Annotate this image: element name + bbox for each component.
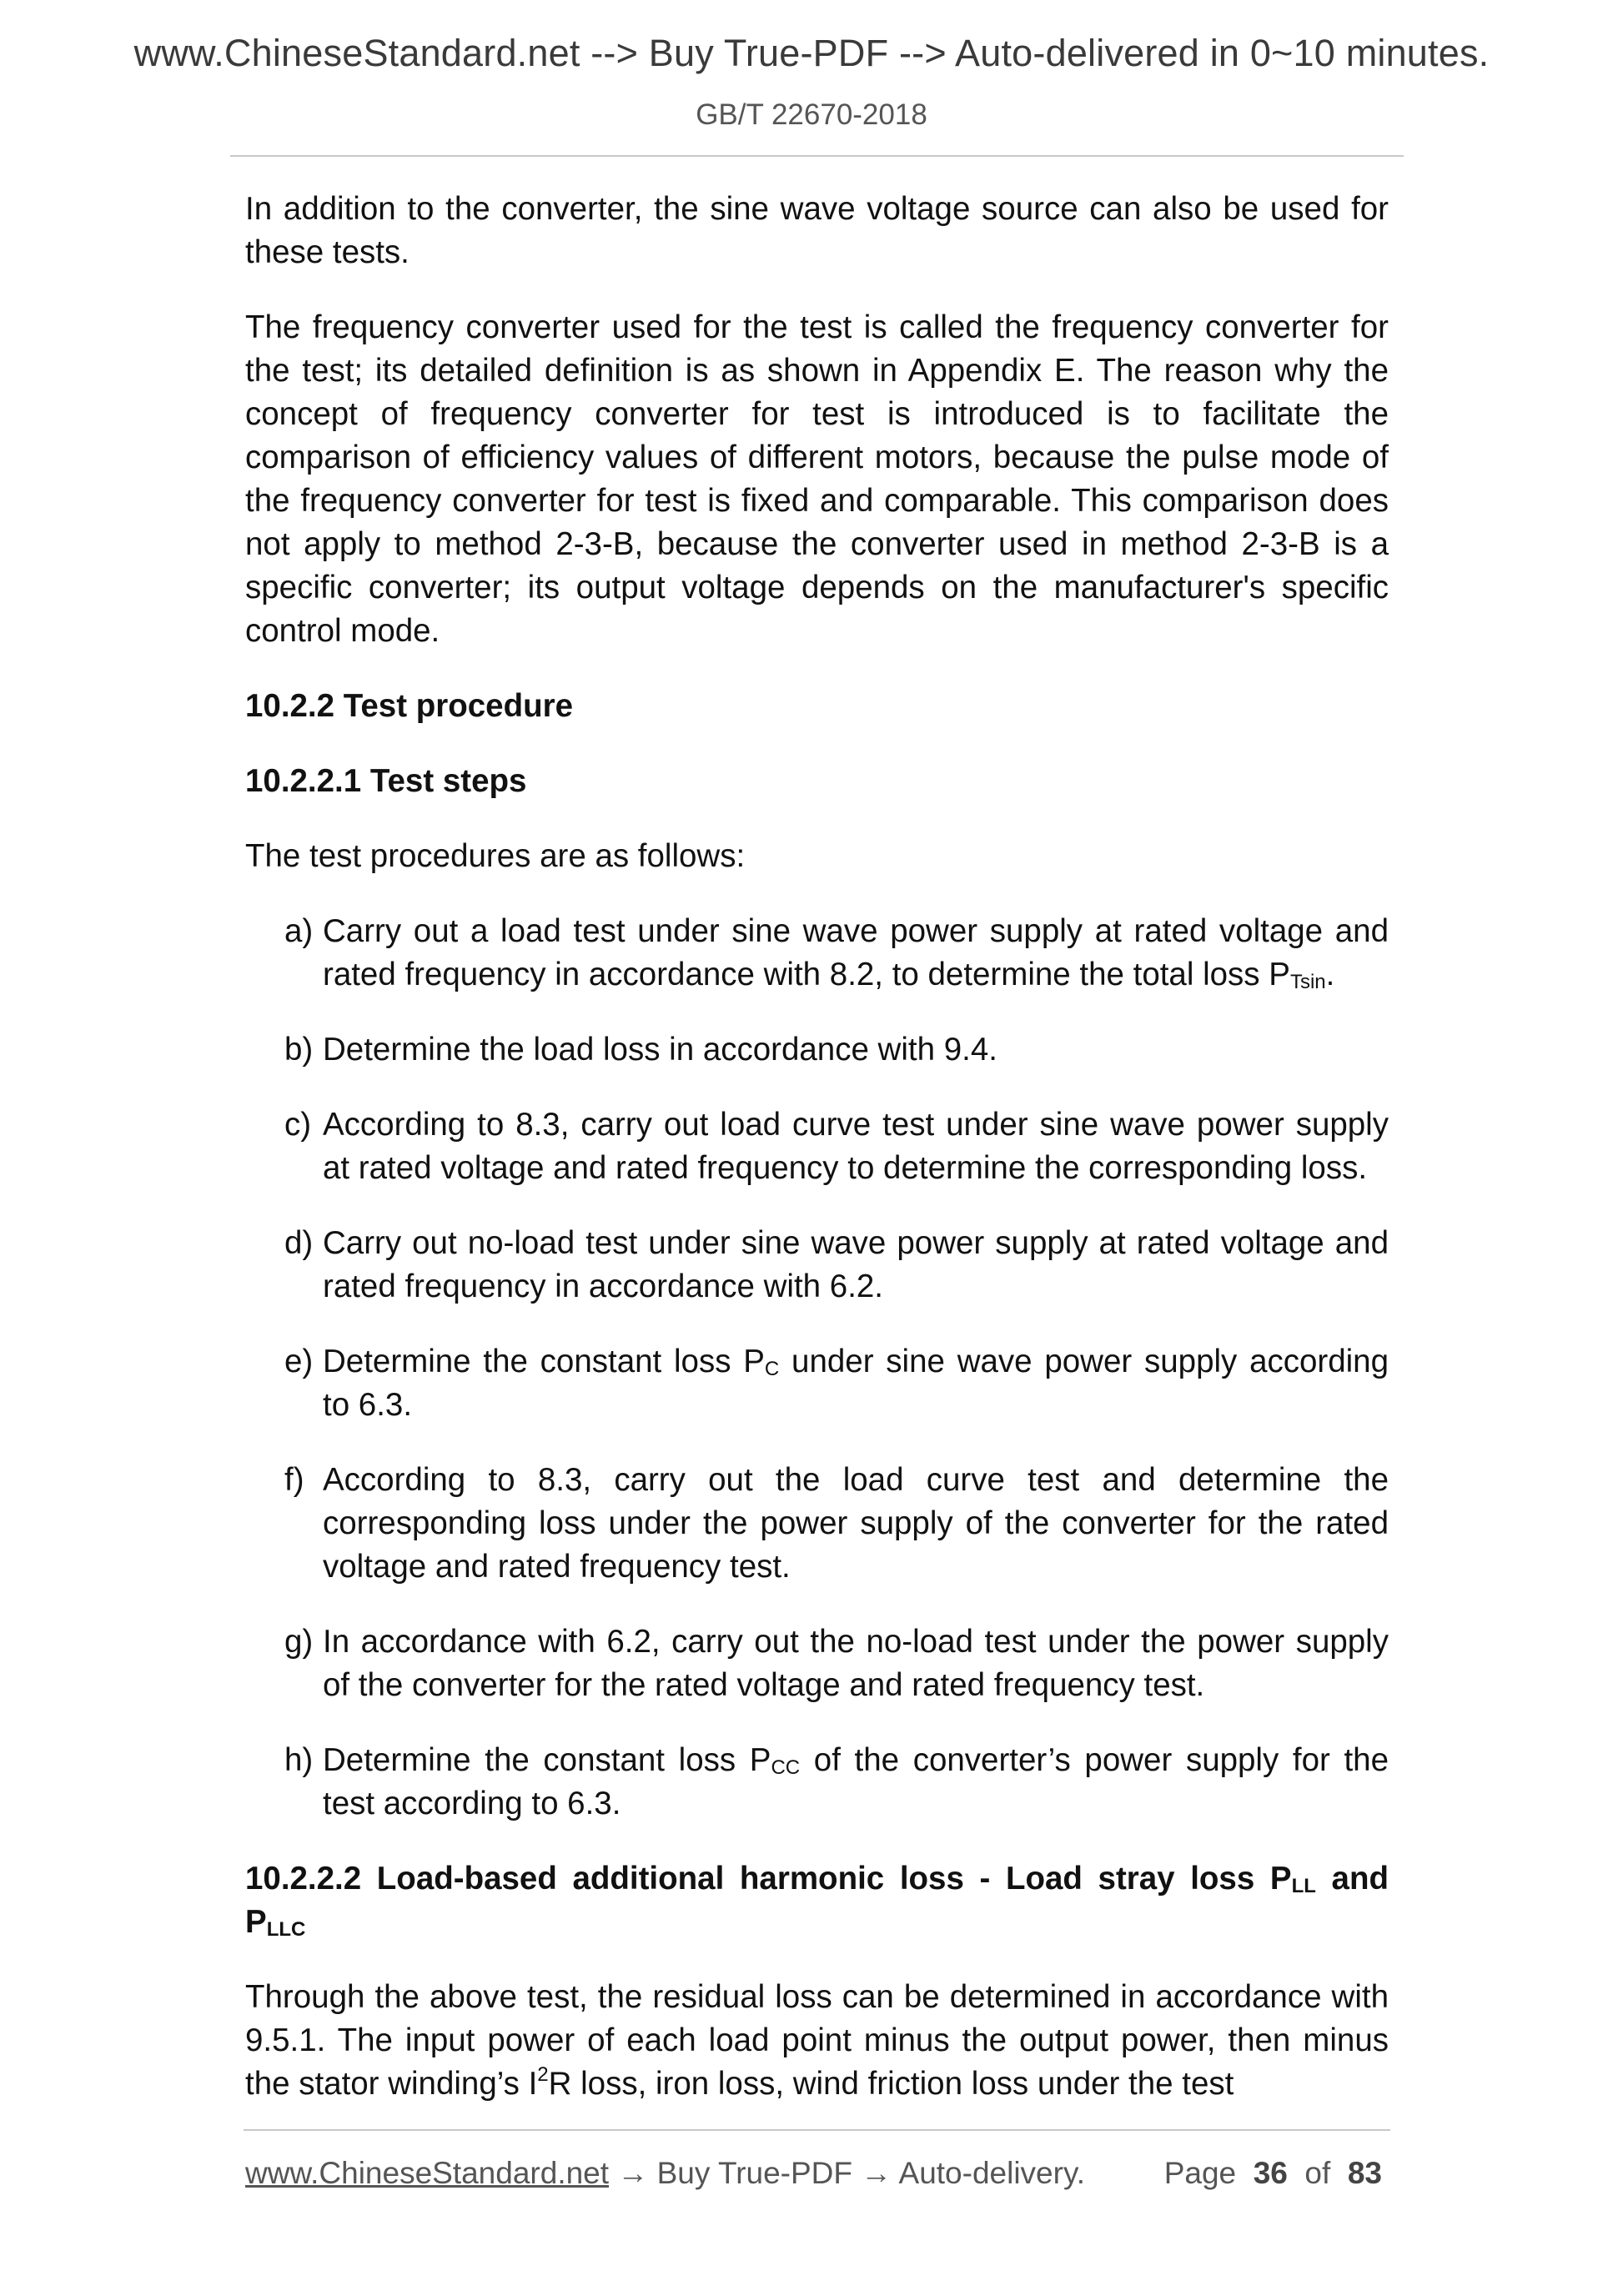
list-item-d (245, 1222, 1389, 1309)
top-banner: www.ChineseStandard.net --> Buy True-PDF --> Auto-delivered in 0~10 minutes. (133, 32, 1490, 74)
list-marker: g) (284, 1624, 314, 1660)
list-item-f (245, 1459, 1389, 1589)
list-item-e (245, 1340, 1389, 1427)
superscript: 2 (537, 2063, 549, 2086)
list-item-tail: under sine wave power supply according to 6.3. (323, 1344, 1389, 1423)
page-current: 36 (1253, 2156, 1288, 2190)
heading-10-2-2-1: 10.2.2.1 Test steps (245, 763, 527, 799)
heading-text: 10.2.2.2 Load-based additional harmonic loss - Load stray loss P (245, 1861, 1292, 1897)
document-number: GB/T 22670-2018 (696, 98, 927, 131)
paragraph-residual-loss (245, 1976, 1389, 2106)
list-item-b (245, 1028, 1389, 1072)
list-item-c (245, 1103, 1389, 1190)
page-footer (245, 2156, 1389, 2198)
page-body (245, 188, 1389, 2138)
subscript: C (764, 1358, 780, 1380)
subscript: LL (1291, 1875, 1316, 1897)
list-item-a (245, 910, 1389, 997)
list-marker: d) (284, 1225, 314, 1261)
list-item-text: In accordance with 6.2, carry out the no-load test under the power supply of the converter for the rated voltage and rated frequency test. (323, 1624, 1389, 1703)
paragraph-tail: R loss, iron loss, wind friction loss under the test (548, 2066, 1234, 2102)
list-item-text: Carry out a load test under sine wave power supply at rated voltage and rated frequency in accordance with 8.2, to determine the total loss P (323, 913, 1389, 992)
list-marker: c) (284, 1107, 312, 1143)
subscript: Tsin (1289, 971, 1326, 993)
heading-10-2-2-2 (245, 1857, 1389, 1944)
page-label: Page (1163, 2156, 1237, 2190)
heading-mid: and P (245, 1861, 1389, 1940)
test-steps-list (245, 910, 1389, 1826)
list-item-text: Determine the constant loss P (323, 1344, 765, 1379)
paragraph-procedures-intro: The test procedures are as follows: (245, 838, 746, 874)
list-marker: b) (284, 1032, 314, 1068)
list-item-text: According to 8.3, carry out load curve test under sine wave power supply at rated voltage and rated frequency to determine the corresponding loss. (323, 1107, 1389, 1186)
subscript: CC (771, 1756, 801, 1779)
paragraph-text: Through the above test, the residual loss can be determined in accordance with 9.5.1. The input power of each load point minus the output power, then minus the stator winding’s I (245, 1979, 1389, 2102)
list-marker: a) (284, 913, 314, 949)
list-marker: f) (284, 1462, 304, 1498)
page-of: of (1304, 2156, 1331, 2190)
heading-10-2-2: 10.2.2 Test procedure (245, 688, 574, 724)
list-item-text: Carry out no-load test under sine wave power supply at rated voltage and rated frequency in accordance with 6.2. (323, 1225, 1389, 1304)
page-indicator (1164, 2156, 1382, 2191)
list-item-text: Determine the constant loss P (323, 1742, 771, 1778)
list-item-text: Determine the load loss in accordance with 9.4. (323, 1032, 997, 1068)
footer-tagline: → Buy True-PDF → Auto-delivery. (609, 2156, 1085, 2190)
footer-promo (245, 2156, 1085, 2191)
page-total: 83 (1347, 2156, 1382, 2190)
list-item-tail: of the converter’s power supply for the test according to 6.3. (323, 1742, 1389, 1821)
list-item-tail: . (1325, 957, 1335, 992)
paragraph-converter-definition: The frequency converter used for the test is called the frequency converter for the test; its detailed definition is as shown in Appendix E. The reason why the concept of frequency converter for test is introduced is to facilitate the comparison of efficiency values of different motors, because the pulse mode of the frequency converter for test is fixed and comparable. This comparison does not apply to method 2-3-B, because the converter used in method 2-3-B is a specific converter; its output voltage depends on the manufacturer's specific control mode. (245, 309, 1389, 649)
paragraph-intro: In addition to the converter, the sine wave voltage source can also be used for these tests. (245, 191, 1389, 270)
list-marker: h) (284, 1742, 314, 1778)
footer-divider (244, 2129, 1390, 2131)
subscript: LLC (266, 1918, 306, 1941)
list-marker: e) (284, 1344, 314, 1379)
list-item-text: According to 8.3, carry out the load curve test and determine the corresponding loss under the power supply of the converter for the rated voltage and rated frequency test. (323, 1462, 1389, 1585)
list-item-h (245, 1739, 1389, 1826)
list-item-g (245, 1620, 1389, 1707)
header-divider (230, 155, 1404, 157)
site-link[interactable]: www.ChineseStandard.net (245, 2156, 610, 2190)
